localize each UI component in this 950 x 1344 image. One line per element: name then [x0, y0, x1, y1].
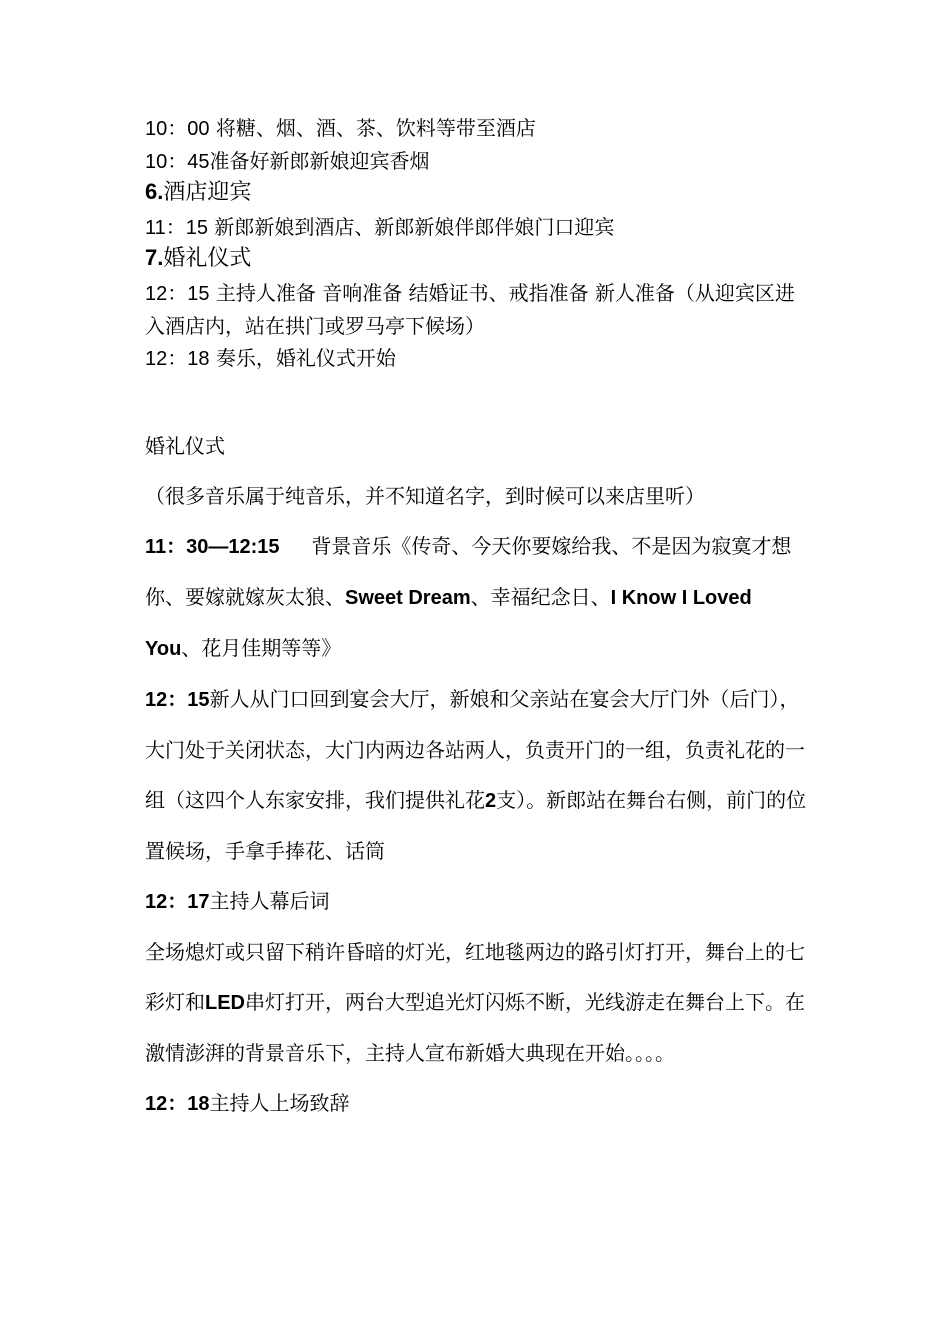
- time-label: 12：15: [145, 689, 210, 711]
- paragraph-text: 支）。新郎站在舞台右侧，前门的位置候场，手拿手捧花、话筒: [145, 788, 807, 863]
- time-label: 11：30—12:15: [145, 536, 280, 558]
- schedule-line-2: [145, 145, 813, 178]
- led-label: LED: [205, 992, 245, 1014]
- schedule-text: 主持人准备 音响准备 结婚证书、戒指准备 新人准备（从迎宾区进入酒店内，站在拱门或罗马亭下候场）: [145, 281, 795, 338]
- schedule-text: 新郎新娘到酒店、新郎新娘伴郎伴娘门口迎宾: [214, 215, 615, 239]
- time-label: 10：00: [145, 118, 210, 140]
- schedule-line-3: [145, 211, 813, 244]
- paragraph-text: 新人从门口回到宴会大厅，新娘和父亲站在宴会大厅门外（后门），大门处于关闭状态，大门内两边各站两人，负责开门的一组，负责礼花的一组（这四个人东家安排，我们提供礼花: [145, 687, 805, 812]
- schedule-line-5: [145, 342, 813, 375]
- song-title: Sweet Dream: [345, 587, 471, 609]
- paragraph-text: 主持人幕后词: [209, 889, 330, 913]
- document-body: [145, 112, 813, 1129]
- paragraph-text: 主持人上场致辞: [209, 1091, 350, 1115]
- section-number: 7.: [145, 245, 164, 270]
- time-label: 12：18: [145, 348, 210, 370]
- ceremony-paragraph-2: [145, 674, 813, 876]
- schedule-line-1: [145, 112, 813, 145]
- time-label: 12：18: [145, 1093, 210, 1115]
- paragraph-text: 串灯打开，两台大型追光灯闪烁不断，光线游走在舞台上下。在激情澎湃的背景音乐下，主持人宣布新婚大典现在开始。。。。: [145, 990, 805, 1065]
- schedule-text: 奏乐，婚礼仪式开始: [215, 346, 396, 370]
- time-label: 12：15: [145, 283, 210, 305]
- section-heading-6: [145, 178, 813, 207]
- section-title: 婚礼仪式: [163, 246, 252, 271]
- schedule-text: 准备好新郎新娘迎宾香烟: [209, 149, 430, 173]
- section-heading-7: [145, 244, 813, 273]
- count-value: 2: [485, 790, 497, 812]
- section-number: 6.: [145, 179, 164, 204]
- paragraph-text: 、幸福纪念日、: [470, 585, 611, 609]
- paragraph-text: 、花月佳期等等》: [181, 636, 342, 660]
- ceremony-paragraph-4: [145, 927, 813, 1078]
- ceremony-note: （很多音乐属于纯音乐，并不知道名字，到时候可以来店里听）: [145, 484, 705, 508]
- ceremony-paragraph-5: [145, 1078, 813, 1129]
- song-title: I Know I Loved You: [145, 587, 752, 660]
- section-title: 酒店迎宾: [163, 180, 252, 205]
- time-label: 10：45: [145, 151, 210, 173]
- ceremony-paragraph-3: [145, 876, 813, 927]
- paragraph-text: 背景音乐《传奇、今天你要嫁给我、不是因为寂寞才想你、要嫁就嫁灰太狼、: [145, 534, 792, 609]
- ceremony-title: 婚礼仪式: [145, 434, 225, 458]
- schedule-text: 将糖、烟、酒、茶、饮料等带至酒店: [215, 116, 536, 140]
- time-label: 12：17: [145, 891, 210, 913]
- schedule-line-4: [145, 277, 813, 342]
- paragraph-text: 全场熄灯或只留下稍许昏暗的灯光，红地毯两边的路引灯打开，舞台上的七彩灯和: [145, 940, 805, 1014]
- time-label: 11：15: [145, 217, 209, 239]
- ceremony-paragraph-1: [145, 521, 813, 674]
